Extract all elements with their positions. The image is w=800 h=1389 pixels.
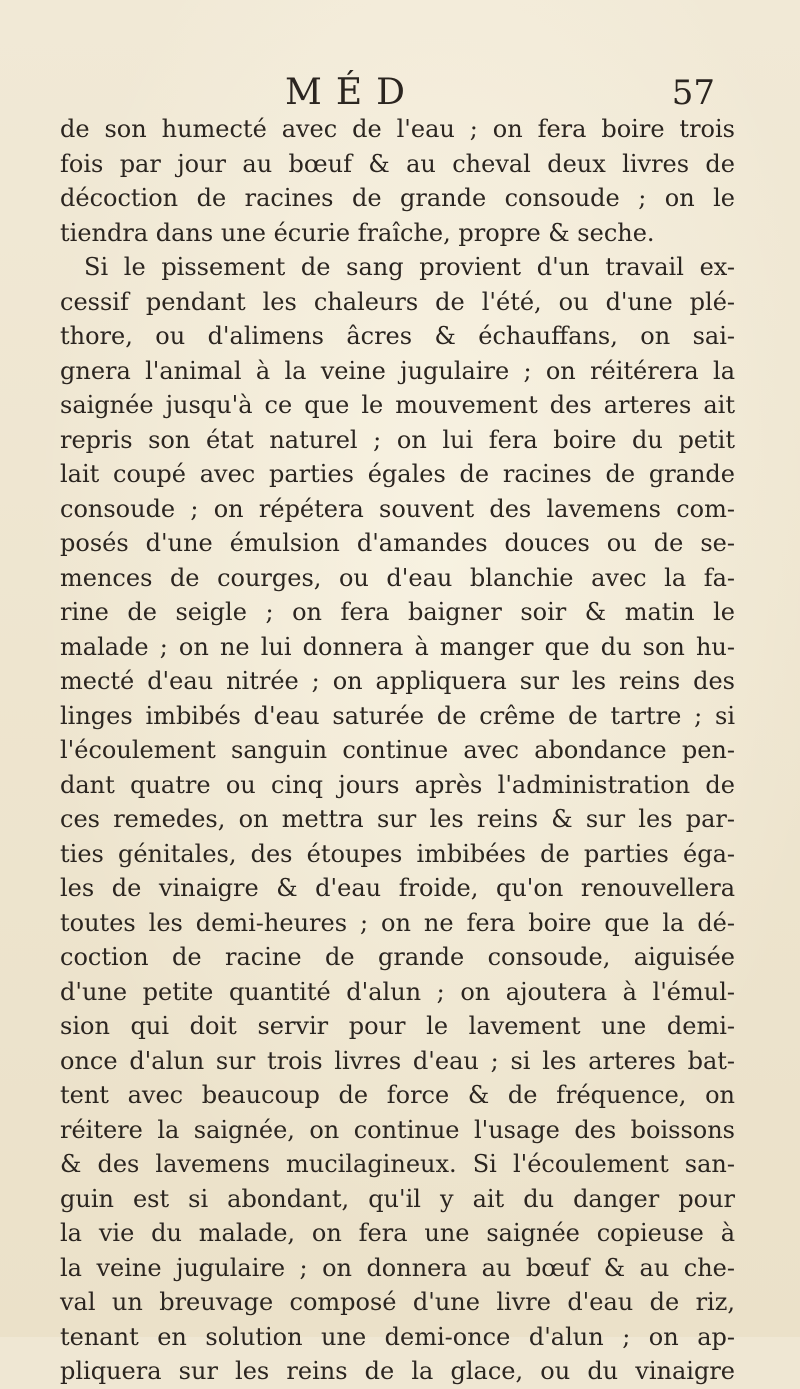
text-line: ces remedes, on mettra sur les reins & sur les par-	[60, 805, 735, 833]
text-line: tenant en solution une demi-once d'alun ; on ap-	[60, 1322, 735, 1351]
text-line: l'écoulement sanguin continue avec abondance pen-	[60, 736, 735, 764]
text-line: cessif pendant les chaleurs de l'été, ou d'une plé-	[60, 287, 735, 316]
text-line: réitere la saignée, on continue l'usage des boissons	[60, 1115, 735, 1144]
text-line: les de vinaigre & d'eau froide, qu'on renouvellera	[60, 874, 735, 902]
text-line: tent avec beaucoup de force & de fréquence, on	[60, 1081, 735, 1109]
text-line: thore, ou d'alimens âcres & échauffans, on sai-	[60, 322, 735, 350]
text-line: saignée jusqu'à ce que le mouvement des arteres ait	[60, 391, 735, 419]
text-line: rine de seigle ; on fera baigner soir & matin le	[60, 598, 735, 626]
text-line: décoction de racines de grande consoude ; on le	[60, 184, 735, 212]
text-line: mences de courges, ou d'eau blanchie avec la fa-	[60, 563, 735, 592]
text-line: la vie du malade, on fera une saignée copieuse à	[60, 1219, 735, 1247]
text-line: guin est si abondant, qu'il y ait du danger pour	[60, 1184, 735, 1213]
text-line: posés d'une émulsion d'amandes douces ou de se-	[60, 529, 735, 557]
text-line: pliquera sur les reins de la glace, ou du vinaigre	[60, 1357, 735, 1385]
text-line: mecté d'eau nitrée ; on appliquera sur les reins des	[60, 667, 735, 695]
text-line: repris son état naturel ; on lui fera boire du petit	[60, 425, 735, 454]
text-line: d'une petite quantité d'alun ; on ajoutera à l'émul-	[60, 977, 735, 1006]
text-line: fois par jour au bœuf & au cheval deux livres de	[60, 149, 735, 178]
page-number: 57	[671, 73, 715, 113]
text-line: de son humecté avec de l'eau ; on fera boire trois	[60, 115, 735, 143]
text-line: dant quatre ou cinq jours après l'administration de	[60, 770, 735, 799]
text-line: malade ; on ne lui donnera à manger que du son hu-	[60, 632, 735, 661]
running-head: MÉD	[285, 72, 420, 113]
text-line: consoude ; on répétera souvent des lavemens com-	[60, 494, 735, 523]
text-line: & des lavemens mucilagineux. Si l'écoulement san-	[60, 1150, 735, 1178]
body-text	[60, 112, 735, 1389]
text-line: sion qui doit servir pour le lavement une demi-	[60, 1012, 735, 1040]
text-line: val un breuvage composé d'une livre d'eau de riz,	[60, 1288, 735, 1316]
text-line: lait coupé avec parties égales de racines de grande	[60, 460, 735, 488]
text-line: ties génitales, des étoupes imbibées de parties éga-	[60, 839, 735, 868]
text-line: linges imbibés d'eau saturée de crême de tartre ; si	[60, 701, 735, 730]
text-line: gnera l'animal à la veine jugulaire ; on réitérera la	[60, 356, 735, 385]
page-header	[60, 70, 715, 116]
text-line: la veine jugulaire ; on donnera au bœuf & au che-	[60, 1253, 735, 1282]
text-line: tiendra dans une écurie fraîche, propre & seche.	[60, 218, 655, 247]
text-line: toutes les demi-heures ; on ne fera boire que la dé-	[60, 908, 735, 937]
text-line: once d'alun sur trois livres d'eau ; si les arteres bat-	[60, 1046, 735, 1075]
text-line: coction de racine de grande consoude, aiguisée	[60, 943, 735, 971]
text-line: Si le pissement de sang provient d'un travail ex-	[84, 253, 735, 281]
